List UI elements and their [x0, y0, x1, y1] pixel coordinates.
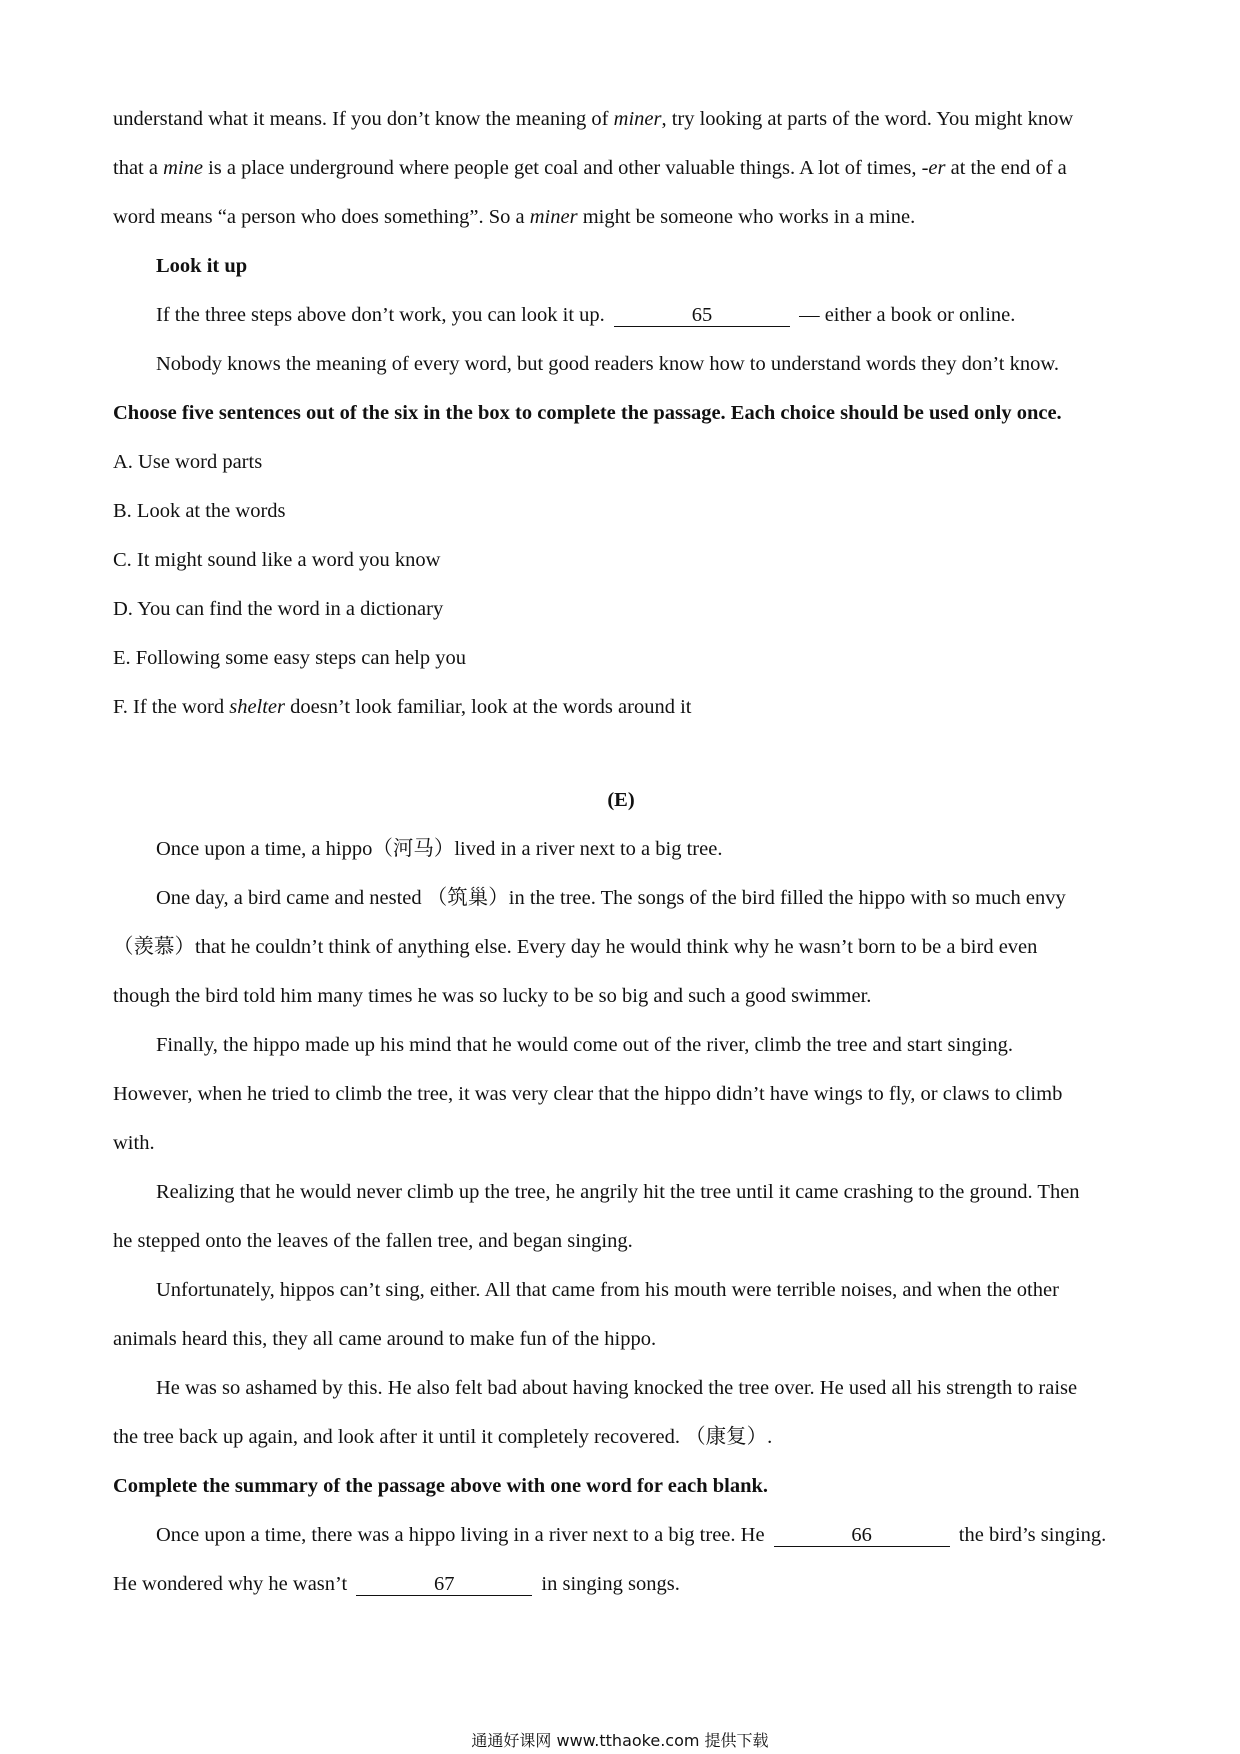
paragraph-line: Nobody knows the meaning of every word, but good readers know how to understand words they don’t know.	[156, 353, 1059, 375]
option-d: D. You can find the word in a dictionary	[113, 598, 444, 620]
subheading-look-it-up: Look it up	[156, 255, 248, 277]
story-line: Once upon a time, a hippo（河马）lived in a river next to a big tree.	[156, 838, 723, 860]
story-line: though the bird told him many times he was so lucky to be so big and such a good swimmer.	[113, 985, 872, 1007]
story-line: the tree back up again, and look after it until it completely recovered. （康复）.	[113, 1426, 773, 1448]
story-line: animals heard this, they all came around to make fun of the hippo.	[113, 1328, 657, 1350]
story-line: Unfortunately, hippos can’t sing, either. All that came from his mouth were terrible noises, and when the other	[156, 1279, 1059, 1301]
paragraph-line: understand what it means. If you don’t know the meaning of miner, try looking at parts of the word. You might know	[113, 108, 1074, 130]
task-instruction: Complete the summary of the passage above with one word for each blank.	[113, 1475, 769, 1497]
story-line: with.	[113, 1132, 155, 1154]
option-e: E. Following some easy steps can help you	[113, 647, 467, 669]
story-line: He was so ashamed by this. He also felt bad about having knocked the tree over. He used all his strength to raise	[156, 1377, 1078, 1399]
paragraph-line: that a mine is a place underground where people get coal and other valuable things. A lot of times, -er at the end of a	[113, 157, 1067, 179]
option-b: B. Look at the words	[113, 500, 286, 522]
blank-67: 67	[356, 1573, 532, 1596]
option-a: A. Use word parts	[113, 451, 263, 473]
paragraph-line: word means “a person who does something”. So a miner might be someone who works in a mine.	[113, 206, 916, 228]
story-line: Realizing that he would never climb up the tree, he angrily hit the tree until it came crashing to the ground. Then	[156, 1181, 1080, 1203]
story-line: However, when he tried to climb the tree, it was very clear that the hippo didn’t have wings to fly, or claws to climb	[113, 1083, 1063, 1105]
option-c: C. It might sound like a word you know	[113, 549, 441, 571]
paragraph-line: If the three steps above don’t work, you can look it up. 65 — either a book or online.	[156, 304, 1016, 326]
story-line: he stepped onto the leaves of the fallen tree, and began singing.	[113, 1230, 633, 1252]
blank-66: 66	[774, 1524, 950, 1547]
story-line: （羡慕）that he couldn’t think of anything else. Every day he would think why he wasn’t born to be a bird even	[113, 936, 1038, 958]
option-f: F. If the word shelter doesn’t look familiar, look at the words around it	[113, 696, 692, 718]
story-line: One day, a bird came and nested （筑巢）in the tree. The songs of the bird filled the hippo with so much envy	[156, 887, 1066, 909]
story-line: Finally, the hippo made up his mind that he would come out of the river, climb the tree and start singing.	[156, 1034, 1013, 1056]
section-heading: (E)	[607, 789, 635, 811]
summary-line: He wondered why he wasn’t 67 in singing songs.	[113, 1573, 680, 1595]
summary-line: Once upon a time, there was a hippo living in a river next to a big tree. He 66 the bird’s singing.	[156, 1524, 1107, 1546]
page-footer: 通通好课网 www.tthaoke.com 提供下载	[471, 1731, 769, 1750]
document-page	[113, 95, 1129, 1609]
blank-65: 65	[614, 304, 790, 327]
task-instruction: Choose five sentences out of the six in the box to complete the passage. Each choice should be used only once.	[113, 402, 1062, 424]
